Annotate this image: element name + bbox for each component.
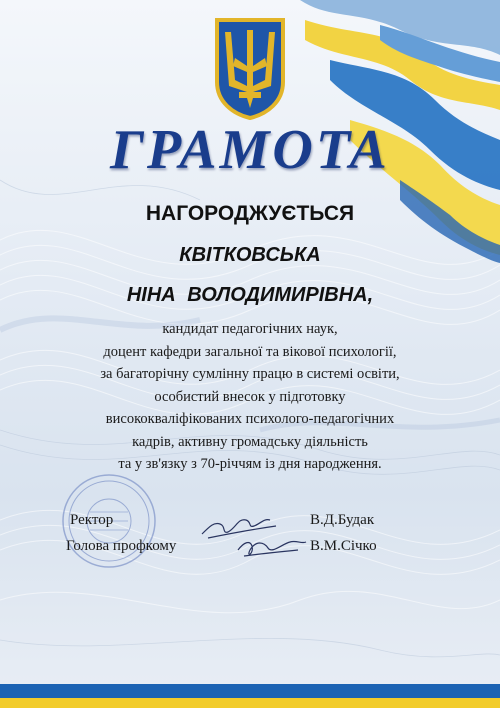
signatory-2-name: В.М.Січко bbox=[310, 538, 377, 554]
citation-line: особистий внесок у підготовку bbox=[154, 388, 346, 405]
flag-stripe-blue bbox=[0, 684, 500, 698]
signatory-1-name: В.Д.Будак bbox=[310, 512, 375, 528]
signature-icon bbox=[198, 504, 308, 562]
citation-line: кадрів, активну громадську діяльність bbox=[132, 433, 368, 450]
citation-line: кандидат педагогічних наук, bbox=[162, 321, 338, 337]
recipient-given-names: НІНА ВОЛОДИМИРІВНА, bbox=[126, 284, 374, 306]
citation-line: доцент кафедри загальної та вікової психології, bbox=[103, 343, 397, 360]
citation-line: та у зв'язку з 70-річчям із дня народження. bbox=[118, 456, 382, 472]
citation-line: висококваліфікованих психолого-педагогічних bbox=[105, 411, 395, 427]
certificate-title: ГРАМОТА bbox=[110, 119, 390, 181]
trident-emblem-icon bbox=[211, 14, 289, 122]
flag-stripe-yellow bbox=[0, 698, 500, 708]
signatory-1-position: Ректор bbox=[70, 512, 114, 528]
recipient-surname: КВІТКОВСЬКА bbox=[179, 244, 321, 266]
signatory-2-position: Голова профкому bbox=[66, 538, 177, 554]
citation-text bbox=[60, 318, 440, 476]
citation-line: за багаторічну сумлінну працю в системі освіти, bbox=[100, 366, 400, 382]
awarded-label: НАГОРОДЖУЄТЬСЯ bbox=[145, 202, 355, 225]
